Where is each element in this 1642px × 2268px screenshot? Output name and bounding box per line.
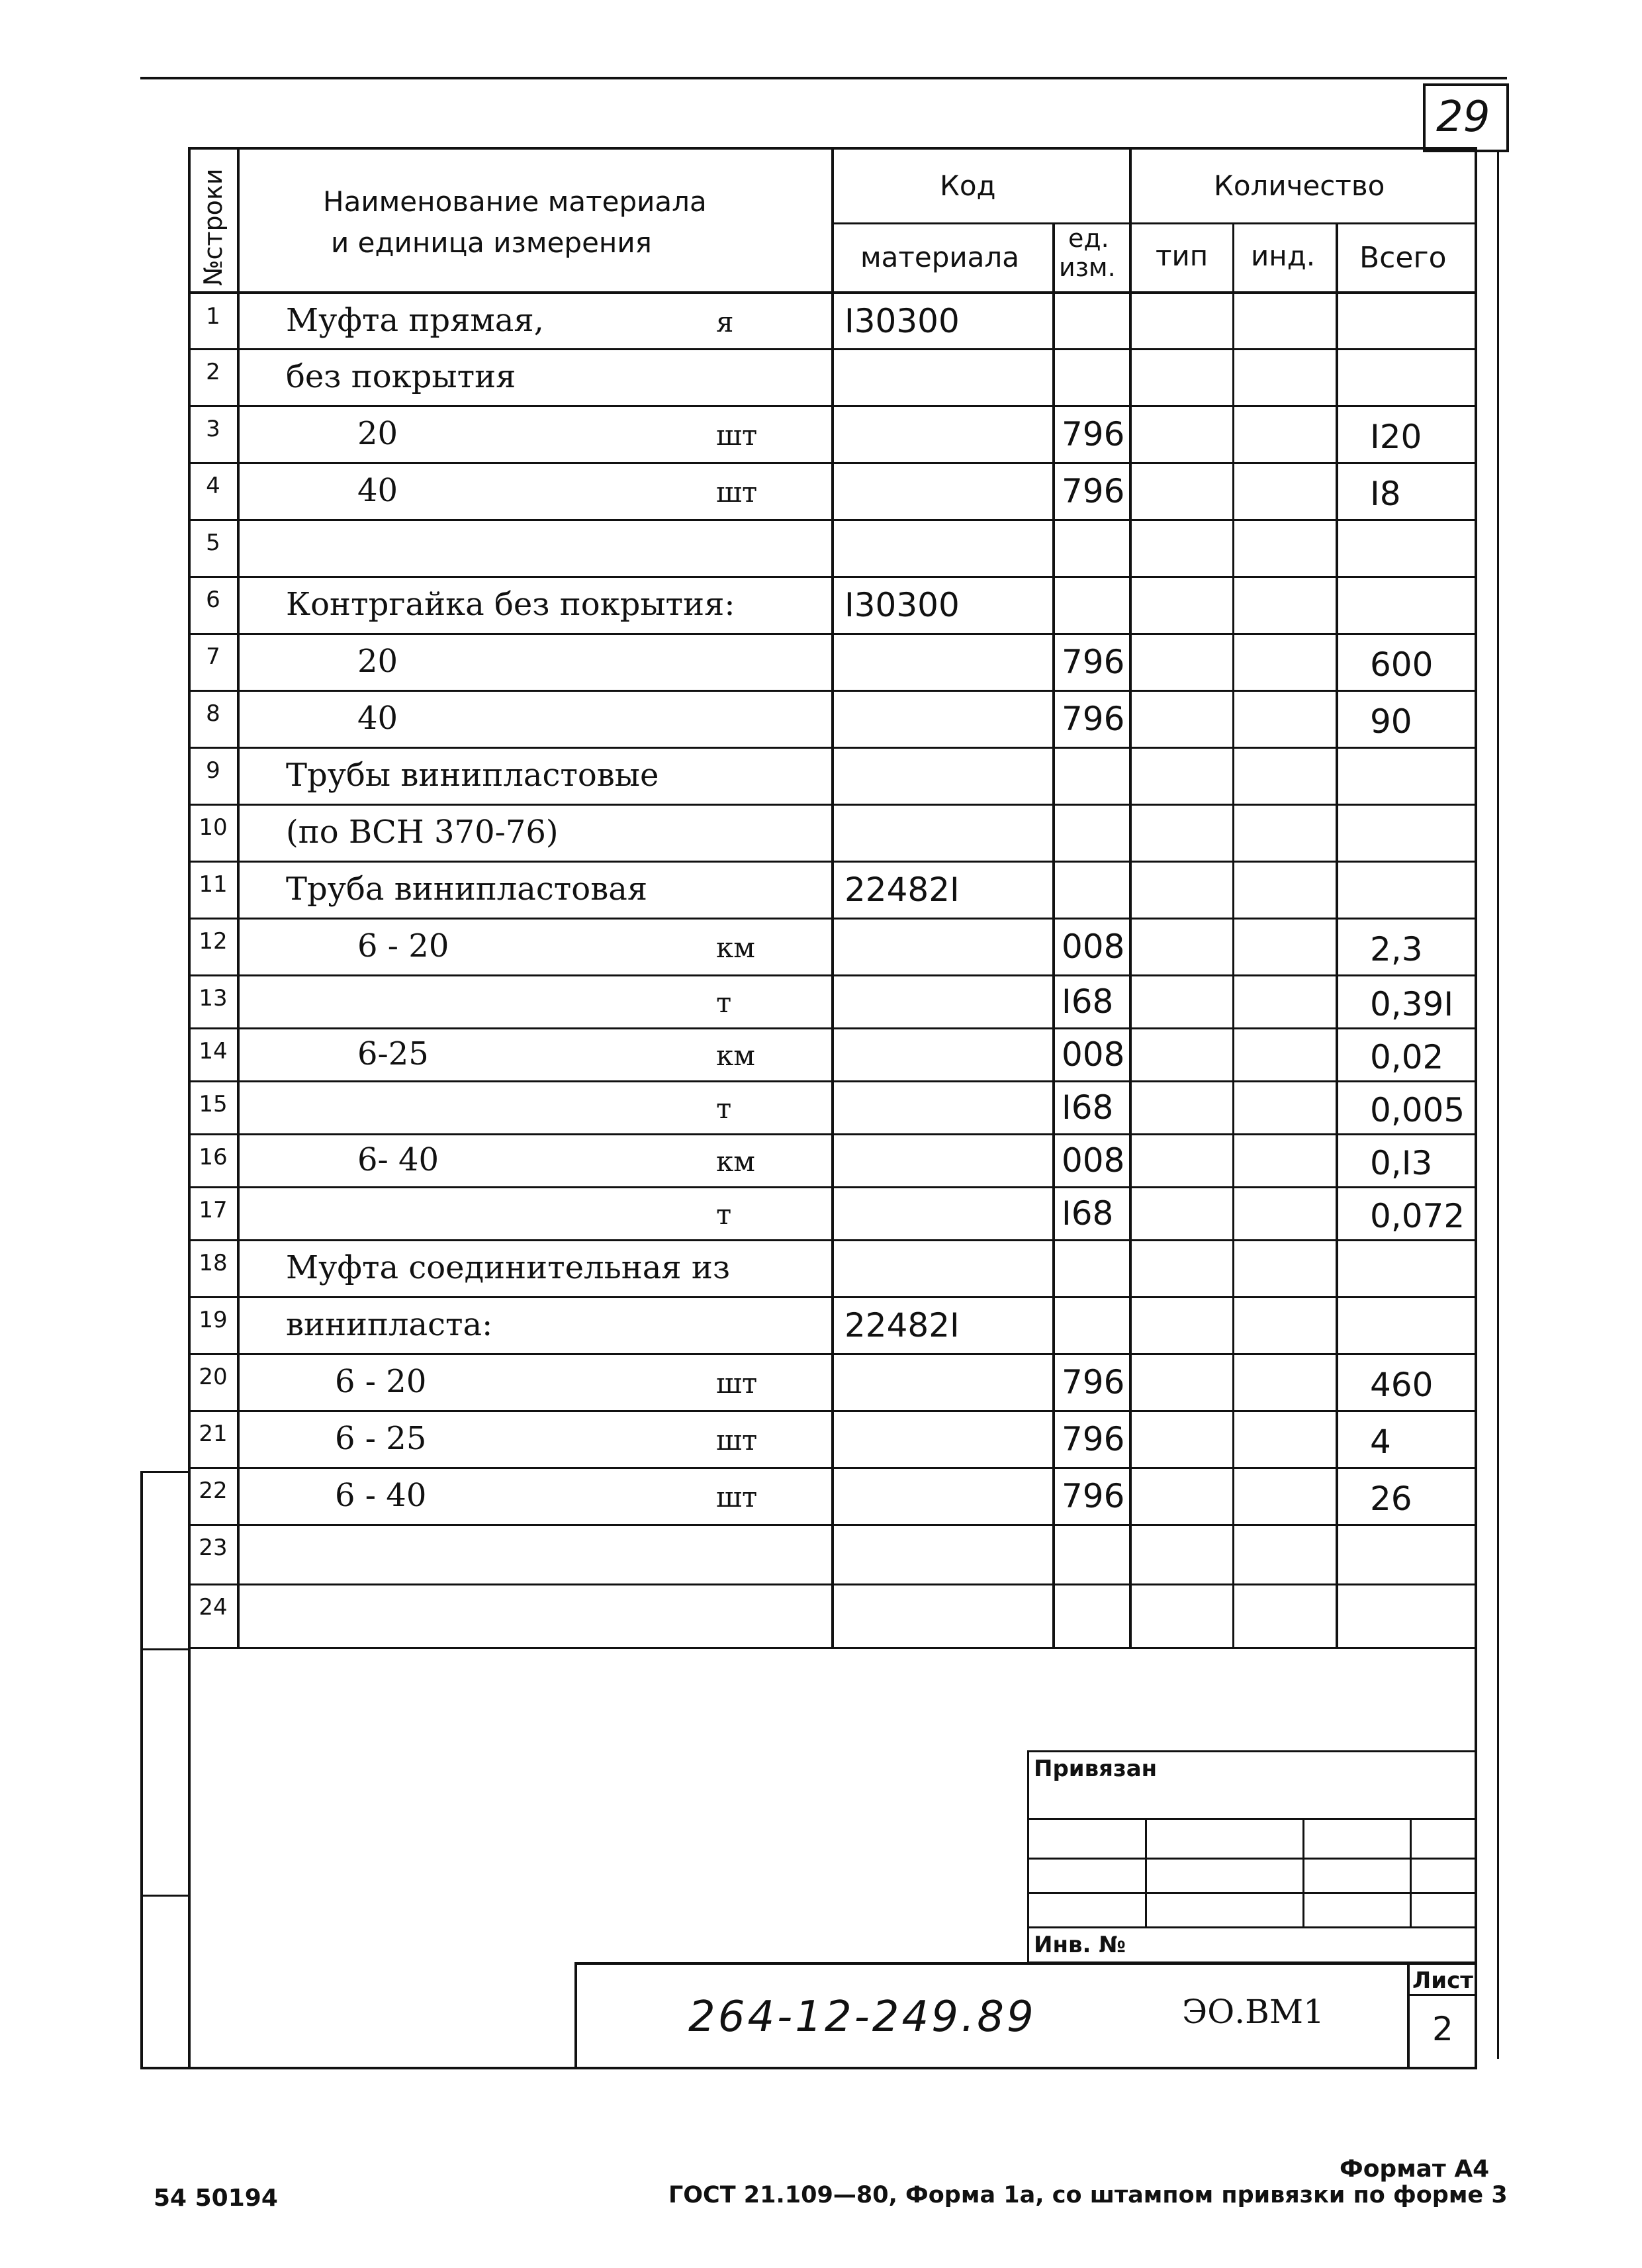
row-line (188, 1410, 1477, 1412)
row-number: 13 (199, 985, 228, 1012)
binding-stamp-inv-label: Инв. № (1034, 1932, 1126, 1958)
header-name-line2: и единица измерения (331, 226, 652, 259)
unit-code: 008 (1062, 927, 1125, 966)
row-line (188, 1524, 1477, 1526)
row-number: 22 (199, 1478, 228, 1504)
row-line (188, 861, 1477, 863)
header-code-unit-line1: ед. (1068, 224, 1109, 253)
document-number: 264-12-249.89 (688, 1993, 1036, 2042)
material-name: 6 - 20 (335, 1363, 427, 1400)
row-number: 3 (206, 416, 220, 442)
row-line (188, 1467, 1477, 1469)
total-quantity: 0,072 (1370, 1197, 1465, 1235)
title-block-sheet-label-line (1407, 1994, 1477, 1996)
material-name: Муфта прямая, (286, 302, 544, 339)
material-name: 6- 40 (357, 1141, 439, 1178)
material-name: без покрытия (286, 358, 516, 395)
row-number: 8 (206, 700, 220, 727)
material-name: 6 - 40 (335, 1477, 427, 1514)
row-line (188, 576, 1477, 578)
row-number: 5 (206, 530, 220, 556)
total-quantity: I8 (1370, 475, 1401, 513)
material-name: 20 (357, 415, 398, 452)
material-code: 22482I (844, 871, 960, 909)
unit-label: шт (716, 1481, 758, 1513)
unit-label: км (716, 931, 755, 964)
unit-label: т (716, 986, 732, 1019)
material-name: 20 (357, 643, 398, 680)
row-number: 11 (199, 871, 228, 898)
row-line (188, 747, 1477, 749)
material-name: винипласта: (286, 1306, 493, 1343)
row-line (188, 462, 1477, 464)
row-line (188, 1239, 1477, 1241)
header-mid-line (831, 222, 1477, 224)
material-name: 6 - 25 (335, 1420, 427, 1457)
row-number: 10 (199, 814, 228, 841)
unit-code: 796 (1062, 643, 1125, 681)
row-line (188, 519, 1477, 521)
material-name: (по ВСН 370-76) (286, 814, 559, 851)
row-line (188, 1080, 1477, 1082)
material-name: 6 - 20 (357, 927, 449, 965)
binding-stamp-vline-2 (1302, 1818, 1304, 1926)
material-code: 22482I (844, 1306, 960, 1345)
row-number: 9 (206, 757, 220, 784)
unit-label: т (716, 1198, 732, 1231)
sheet-label: Лист (1412, 1967, 1473, 1994)
row-number: 7 (206, 643, 220, 670)
row-line (188, 405, 1477, 407)
material-name: Труба винипластовая (286, 871, 648, 908)
format-label: Формат А4 (1340, 2155, 1490, 2183)
unit-code: 008 (1062, 1035, 1125, 1074)
header-qty-type: тип (1156, 240, 1209, 272)
header-code-material: материала (860, 241, 1020, 273)
row-line (188, 1296, 1477, 1298)
total-quantity: 2,3 (1370, 930, 1423, 969)
unit-label: шт (716, 476, 758, 508)
col-line-total (1336, 222, 1338, 1648)
doc-code: ЭО.ВМ1 (1182, 1993, 1324, 2031)
row-number: 20 (199, 1364, 228, 1390)
row-number: 19 (199, 1307, 228, 1333)
material-code: I30300 (844, 586, 960, 624)
row-number: 15 (199, 1091, 228, 1117)
header-qty-ind: инд. (1251, 240, 1316, 272)
unit-label: км (716, 1145, 755, 1178)
row-line (188, 348, 1477, 350)
row-number: 16 (199, 1144, 228, 1170)
col-line-number (237, 147, 240, 1648)
row-line (188, 1027, 1477, 1029)
row-line (188, 633, 1477, 635)
col-line-ind (1232, 222, 1234, 1648)
total-quantity: 460 (1370, 1366, 1434, 1404)
row-number: 17 (199, 1197, 228, 1223)
header-row-number: №строки (199, 168, 228, 286)
row-line (188, 1133, 1477, 1135)
unit-label: шт (716, 1367, 758, 1399)
row-number: 6 (206, 587, 220, 613)
unit-code: 796 (1062, 1420, 1125, 1458)
col-line-unitcode (1052, 222, 1055, 1648)
unit-label: т (716, 1092, 732, 1125)
unit-code: 796 (1062, 1477, 1125, 1515)
unit-code: 796 (1062, 415, 1125, 453)
header-qty-total: Всего (1359, 241, 1447, 275)
row-line (188, 1583, 1477, 1585)
unit-label: шт (716, 419, 758, 451)
row-line (188, 1647, 1477, 1649)
unit-code: 796 (1062, 1363, 1125, 1401)
binding-stamp-vline-1 (1145, 1818, 1147, 1926)
binding-stamp-vline-3 (1410, 1818, 1412, 1926)
binding-stamp-label: Привязан (1034, 1756, 1158, 1782)
corner-sheet-number: 29 (1436, 93, 1490, 142)
row-number: 4 (206, 473, 220, 499)
total-quantity: 26 (1370, 1480, 1412, 1518)
row-line (188, 804, 1477, 806)
row-number: 21 (199, 1421, 228, 1447)
left-margin-tick-3 (140, 1895, 191, 1897)
col-line-qty (1129, 147, 1132, 1648)
row-line (188, 1186, 1477, 1188)
material-name: Муфта соединительная из (286, 1249, 731, 1286)
sheet-number: 2 (1432, 2010, 1453, 2048)
row-line (188, 918, 1477, 920)
total-quantity: 0,39I (1370, 985, 1454, 1023)
row-line (188, 974, 1477, 976)
unit-label: я (716, 306, 734, 338)
total-quantity: 4 (1370, 1423, 1391, 1461)
total-quantity: 90 (1370, 702, 1412, 741)
material-name: 40 (357, 472, 398, 509)
row-number: 14 (199, 1038, 228, 1064)
col-line-material (831, 147, 834, 1648)
binding-stamp-line-4 (1027, 1926, 1477, 1928)
unit-code: 796 (1062, 472, 1125, 510)
row-line (188, 1353, 1477, 1355)
unit-label: шт (716, 1424, 758, 1456)
row-number: 24 (199, 1594, 228, 1621)
material-name: 40 (357, 700, 398, 737)
unit-code: I68 (1062, 1194, 1114, 1233)
header-name-line1: Наименование материала (323, 185, 707, 218)
row-number: 1 (206, 303, 220, 330)
unit-code: I68 (1062, 1088, 1114, 1127)
form-code-left: 54 50194 (154, 2185, 278, 2212)
row-number: 23 (199, 1535, 228, 1561)
material-code: I30300 (844, 302, 960, 340)
left-margin-tick-2 (140, 1648, 191, 1650)
total-quantity: 0,I3 (1370, 1144, 1433, 1182)
header-code-group: Код (940, 169, 996, 202)
unit-code: I68 (1062, 982, 1114, 1021)
total-quantity: 0,02 (1370, 1038, 1444, 1076)
material-name: Контргайка без покрытия: (286, 586, 735, 623)
row-number: 18 (199, 1250, 228, 1276)
row-number: 2 (206, 359, 220, 385)
total-quantity: I20 (1370, 418, 1422, 456)
unit-code: 796 (1062, 700, 1125, 738)
unit-code: 008 (1062, 1141, 1125, 1180)
material-name: Трубы винипластовые (286, 757, 659, 794)
standard-reference: ГОСТ 21.109—80, Форма 1а, со штампом привязки по форме 3 (668, 2182, 1508, 2208)
material-name: 6-25 (357, 1035, 429, 1072)
header-qty-group: Количество (1214, 169, 1385, 202)
title-block-sheet-divider (1407, 1962, 1410, 2069)
total-quantity: 0,005 (1370, 1091, 1465, 1129)
row-line (188, 690, 1477, 692)
row-number: 12 (199, 928, 228, 955)
unit-label: км (716, 1039, 755, 1072)
header-code-unit-line2: изм. (1059, 253, 1116, 282)
total-quantity: 600 (1370, 645, 1434, 684)
